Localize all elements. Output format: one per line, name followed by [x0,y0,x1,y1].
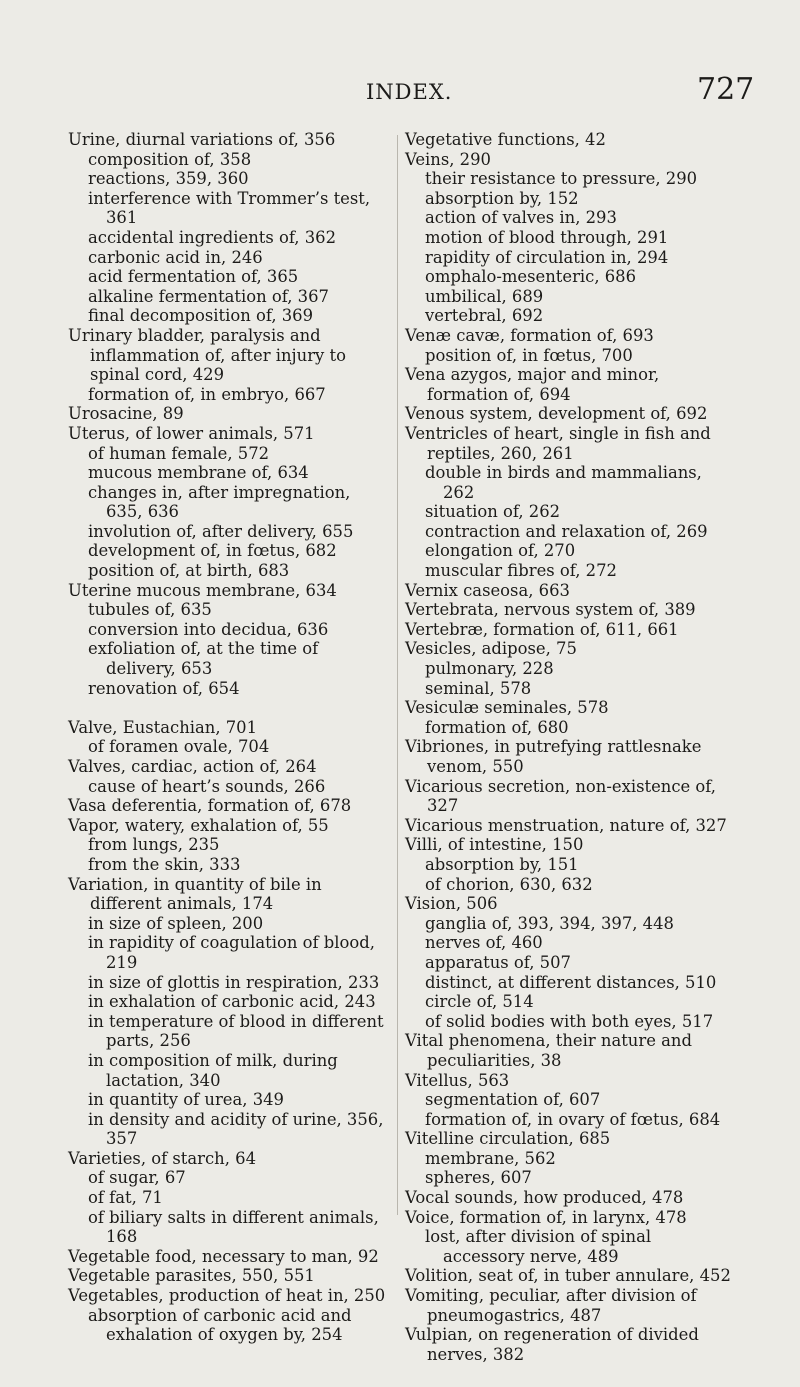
index-subentry: of foramen ovale, 704 [88,737,270,757]
index-subentry: spheres, 607 [425,1168,532,1188]
index-entry: Villi, of intestine, 150 [405,835,584,855]
index-entry: Uterus, of lower animals, 571 [68,423,315,443]
index-subentry: of chorion, 630, 632 [425,874,593,894]
index-subentry: interference with Trommer’s test, 361 [88,188,371,228]
index-entry: Valve, Eustachian, 701 [68,717,258,737]
index-subentry: tubules of, 635 [88,600,212,620]
page-header [0,70,800,120]
index-entry: Varieties, of starch, 64 [68,1148,257,1168]
index-subentry: segmentation of, 607 [425,1090,601,1110]
index-entry: Vegetables, production of heat in, 250 [68,1286,386,1306]
index-subentry: of sugar, 67 [88,1168,186,1188]
index-entry: Venæ cavæ, formation of, 693 [405,325,654,345]
index-entry: Vibriones, in putrefying rattlesnake venom, 550 [405,737,702,776]
index-subentry: in rapidity of coagulation of blood, 219 [88,933,375,972]
index-entry: Voice, formation of, in larynx, 478 [405,1207,687,1227]
index-subentry: position of, in fœtus, 700 [425,345,633,365]
index-entry: Urinary bladder, paralysis and inflammation of, after injury to spinal cord, 429 [68,325,346,385]
index-subentry: contraction and relaxation of, 269 [425,521,708,541]
index-subentry: in composition of milk, during lactation, 340 [88,1050,338,1090]
index-subentry: composition of, 358 [88,149,252,169]
index-entry: Vasa deferentia, formation of, 678 [68,796,352,816]
index-subentry: circle of, 514 [425,992,534,1012]
index-entry: Venous system, development of, 692 [405,404,708,424]
index-subentry: apparatus of, 507 [425,952,571,972]
index-entry: Vertebræ, formation of, 611, 661 [405,619,679,639]
index-subentry: pulmonary, 228 [425,659,554,679]
index-subentry: in density and acidity of urine, 356, 357 [88,1109,384,1149]
page-title: INDEX. [366,80,453,104]
index-subentry: of human female, 572 [88,443,270,463]
index-subentry: absorption by, 152 [425,188,579,208]
index-entry: Ventricles of heart, single in fish and reptiles, 260, 261 [405,423,711,463]
index-subentry: formation of, in embryo, 667 [88,384,326,404]
index-subentry: motion of blood through, 291 [425,227,669,247]
index-subentry: in exhalation of carbonic acid, 243 [88,992,376,1012]
index-subentry: accidental ingredients of, 362 [88,227,337,247]
index-entry: Vision, 506 [405,894,498,914]
index-subentry: formation of, 680 [425,717,569,737]
index-subentry: seminal, 578 [425,678,532,698]
index-entry: Urine, diurnal variations of, 356 [68,130,336,149]
index-subentry: rapidity of circulation in, 294 [425,247,669,267]
index-subentry: vertebral, 692 [425,306,544,326]
index-entry: Volition, seat of, in tuber annulare, 452 [405,1266,731,1286]
index-subentry: mucous membrane of, 634 [88,463,309,483]
index-entry: Vesiculæ seminales, 578 [405,698,609,718]
index-subentry: in temperature of blood in different parts, 256 [88,1011,384,1051]
column-divider [397,135,398,1215]
index-subentry: of solid bodies with both eyes, 517 [425,1011,714,1031]
index-subentry: in quantity of urea, 349 [88,1090,284,1110]
index-entry: Vegetable food, necessary to man, 92 [68,1246,379,1266]
index-entry: Vegetative functions, 42 [405,130,606,149]
index-subentry: involution of, after delivery, 655 [88,521,354,541]
index-subentry: changes in, after impregnation, 635, 636 [88,482,351,522]
index-subentry: action of valves in, 293 [425,208,617,228]
index-entry: Vena azygos, major and minor, formation of, 694 [405,365,660,404]
index-subentry: formation of, in ovary of fœtus, 684 [425,1109,721,1129]
index-subentry: muscular fibres of, 272 [425,561,617,581]
index-subentry: carbonic acid in, 246 [88,247,263,267]
index-subentry: elongation of, 270 [425,541,576,561]
index-subentry: final decomposition of, 369 [88,306,314,326]
index-subentry: renovation of, 654 [88,678,240,698]
index-entry: Urosacine, 89 [68,404,184,424]
index-subentry: in size of glottis in respiration, 233 [88,972,380,992]
index-subentry: exfoliation of, at the time of delivery, 653 [88,639,319,679]
index-subentry: their resistance to pressure, 290 [425,169,698,189]
index-entry: Variation, in quantity of bile in different animals, 174 [68,874,322,914]
index-subentry: in size of spleen, 200 [88,913,264,933]
index-entry: Vesicles, adipose, 75 [405,639,577,659]
index-subentry: reactions, 359, 360 [88,169,249,189]
index-entry: Vomiting, peculiar, after division of pneumogastrics, 487 [405,1286,697,1325]
index-entry: Vulpian, on regeneration of divided nerves, 382 [405,1325,699,1364]
index-subentry: of fat, 71 [88,1188,163,1208]
index-entry: Vitelline circulation, 685 [405,1129,611,1149]
index-entry: Vertebrata, nervous system of, 389 [405,600,696,620]
index-entry: Uterine mucous membrane, 634 [68,580,337,600]
index-column-right [405,130,735,1364]
page-number: 727 [697,72,755,107]
index-subentry: distinct, at different distances, 510 [425,972,717,992]
index-subentry: lost, after division of spinal accessory nerve, 489 [425,1227,652,1266]
index-subentry: acid fermentation of, 365 [88,267,299,287]
index-subentry: conversion into decidua, 636 [88,619,329,639]
index-subentry: ganglia of, 393, 394, 397, 448 [425,913,674,933]
index-column-left [68,130,390,1345]
index-entry: Vicarious menstruation, nature of, 327 [405,815,727,835]
index-entry: Vegetable parasites, 550, 551 [68,1266,315,1286]
section-gap [68,698,390,718]
index-subentry: double in birds and mammalians, 262 [425,463,702,502]
index-entry: Vapor, watery, exhalation of, 55 [68,815,329,835]
index-subentry: cause of heart’s sounds, 266 [88,776,326,796]
index-subentry: of biliary salts in different animals, 168 [88,1207,379,1247]
index-subentry: from the skin, 333 [88,854,241,874]
index-entry: Veins, 290 [405,149,491,169]
index-subentry: development of, in fœtus, 682 [88,541,337,561]
index-entry: Vitellus, 563 [405,1070,510,1090]
index-entry: Valves, cardiac, action of, 264 [68,757,317,776]
index-subentry: absorption by, 151 [425,854,579,874]
index-subentry: alkaline fermentation of, 367 [88,286,329,306]
index-entry: Vocal sounds, how produced, 478 [405,1188,684,1208]
index-subentry: umbilical, 689 [425,286,544,306]
index-subentry: position of, at birth, 683 [88,561,290,581]
index-entry: Vernix caseosa, 663 [405,580,570,600]
index-subentry: membrane, 562 [425,1148,556,1168]
index-subentry: from lungs, 235 [88,835,220,855]
index-subentry: situation of, 262 [425,502,561,522]
index-subentry: absorption of carbonic acid and exhalation of oxygen by, 254 [88,1305,352,1345]
index-subentry: omphalo-mesenteric, 686 [425,267,637,287]
index-entry: Vital phenomena, their nature and peculiarities, 38 [405,1031,692,1070]
index-entry: Vicarious secretion, non-existence of, 327 [405,776,716,816]
index-subentry: nerves of, 460 [425,933,543,953]
